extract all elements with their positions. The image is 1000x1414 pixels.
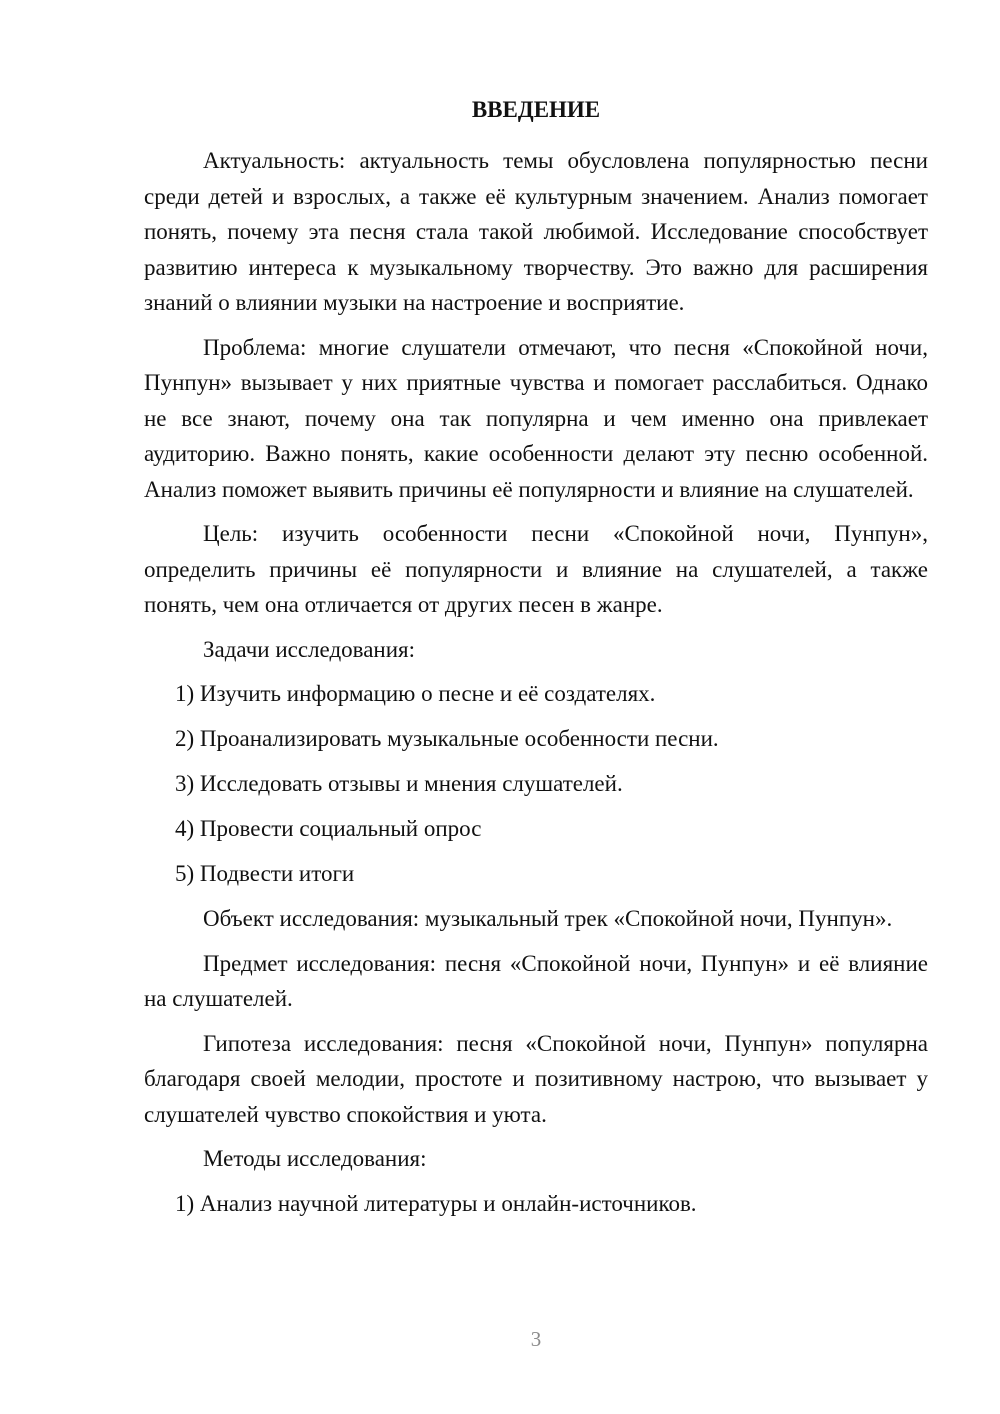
paragraph-object: Объект исследования: музыкальный трек «Спокойной ночи, Пунпун». (203, 906, 893, 931)
list-item: 3) Исследовать отзывы и мнения слушателей. (175, 771, 623, 796)
methods-list (144, 1186, 928, 1222)
page-number: 3 (530, 1327, 542, 1351)
list-item: 1) Изучить информацию о песне и её создателях. (175, 681, 656, 706)
page-title: ВВЕДЕНИЕ (471, 97, 601, 122)
paragraph-hypothesis: Гипотеза исследования: песня «Спокойной ночи, Пунпун» популярна благодаря своей мелодии, простоте и позитивному настрою, что вызывает у слушателей чувство спокойствия и уюта. (144, 1030, 928, 1127)
document-page (144, 95, 928, 1231)
list-item: 4) Провести социальный опрос (175, 816, 482, 841)
paragraph-subject: Предмет исследования: песня «Спокойной ночи, Пунпун» и её влияние на слушателей. (144, 950, 928, 1011)
list-item: 1) Анализ научной литературы и онлайн-источников. (175, 1190, 697, 1216)
paragraph-goal: Цель: изучить особенности песни «Спокойной ночи, Пунпун», определить причины её популярности и влияние на слушателей, а также понять, чем она отличается от других песен в жанре. (144, 521, 928, 617)
paragraph-relevance: Актуальность: актуальность темы обусловлена популярностью песни среди детей и взрослых, а также её культурным значением. Анализ помогает понять, почему эта песня стала такой любимой. Исследование способствует развитию интереса к музыкальному творчеству. Это важно для расширения знаний о влиянии музыки на настроение и восприятие. (144, 148, 928, 315)
methods-heading: Методы исследования: (203, 1146, 427, 1171)
paragraph-problem: Проблема: многие слушатели отмечают, что песня «Спокойной ночи, Пунпун» вызывает у них приятные чувства и помогает расслабиться. Однако не все знают, почему она так популярна и чем именно она привлекает аудиторию. Важно понять, какие особенности делают эту песню особенной. Анализ поможет выявить причины её популярности и влияние на слушателей. (144, 334, 928, 502)
tasks-list (144, 676, 928, 892)
list-item: 2) Проанализировать музыкальные особенности песни. (175, 726, 719, 751)
list-item: 5) Подвести итоги (175, 861, 355, 886)
tasks-heading: Задачи исследования: (203, 636, 416, 662)
